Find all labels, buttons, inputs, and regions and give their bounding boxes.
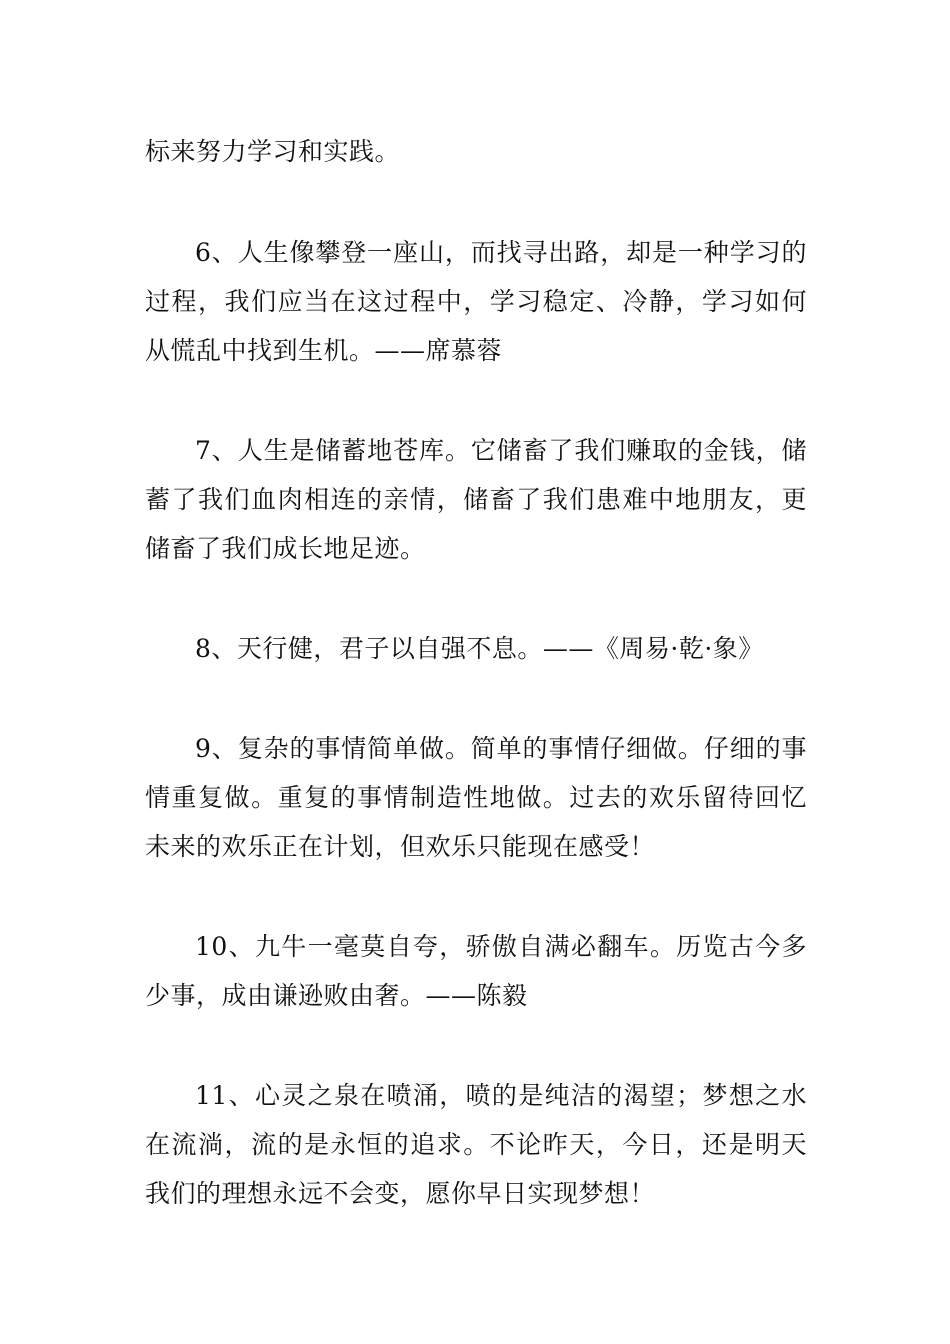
quote-11: 11、心灵之泉在喷涌，喷的是纯洁的渴望；梦想之水在流淌，流的是永恒的追求。不论昨天，今日，还是明天我们的理想永远不会变，愿你早日实现梦想！ [145, 1081, 807, 1208]
quote-9: 9、复杂的事情简单做。简单的事情仔细做。仔细的事情重复做。重复的事情制造性地做。过去的欢乐留待回忆未来的欢乐正在计划，但欢乐只能现在感受！ [145, 734, 807, 861]
document-body [145, 127, 807, 1269]
paragraph-continuation: 标来努力学习和实践。 [145, 137, 401, 166]
quote-7: 7、人生是储蓄地苍库。它储畜了我们赚取的金钱，储蓄了我们血肉相连的亲情，储畜了我们患难中地朋友，更储畜了我们成长地足迹。 [145, 436, 807, 563]
quote-6: 6、人生像攀登一座山，而找寻出路，却是一种学习的过程，我们应当在这过程中，学习稳定、冷静，学习如何从慌乱中找到生机。——席慕蓉 [145, 238, 807, 365]
quote-10: 10、九牛一毫莫自夸，骄傲自满必翻车。历览古今多少事，成由谦逊败由奢。——陈毅 [145, 932, 807, 1010]
quote-8: 8、天行健，君子以自强不息。——《周易·乾·象》 [195, 634, 764, 663]
